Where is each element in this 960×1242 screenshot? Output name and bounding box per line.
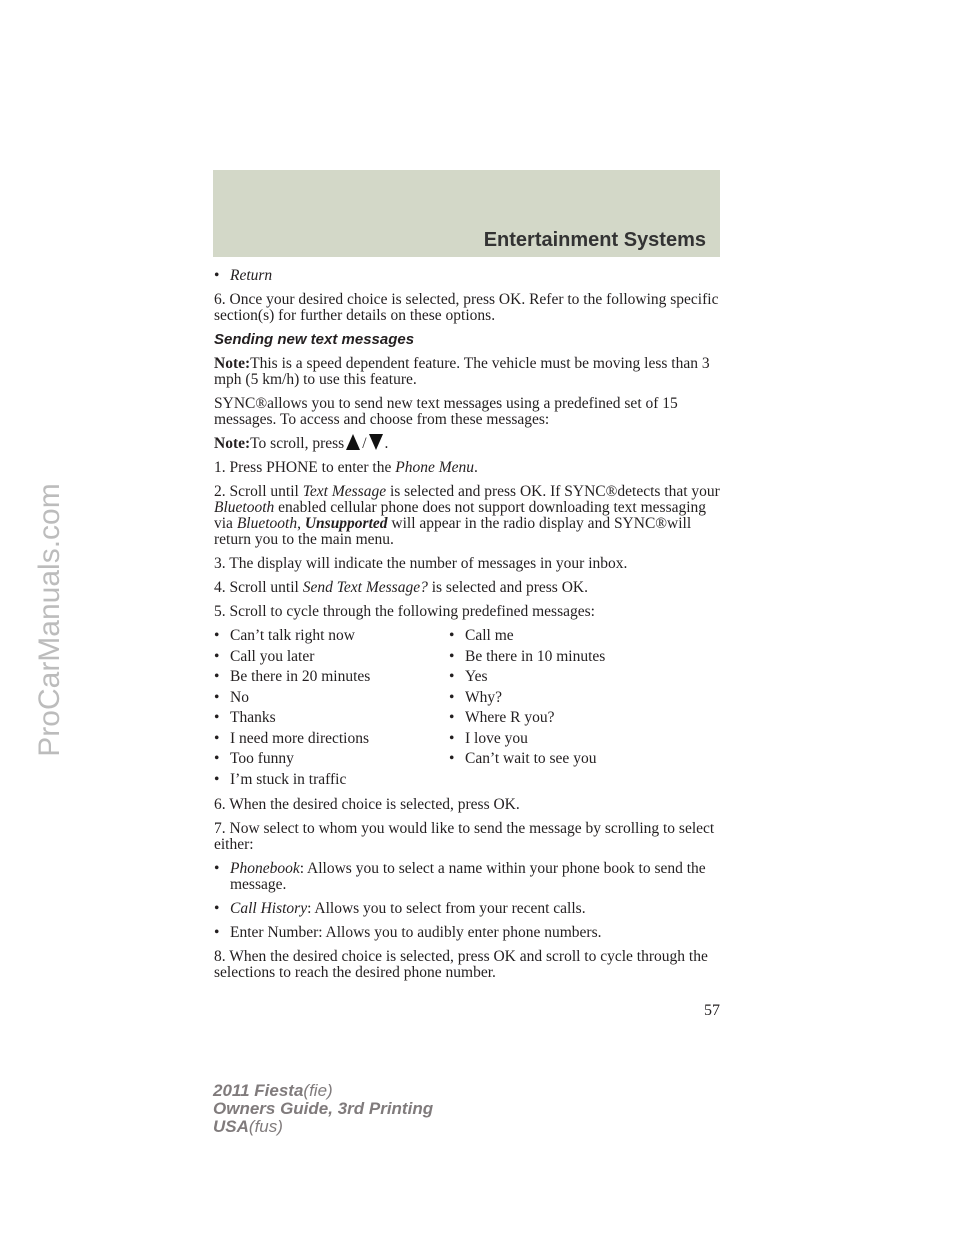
step-text: enabled cellular phone does not support downloading text messaging via [214,499,707,532]
bullet-dot: • [214,750,220,767]
option-desc: : Allows you to select a name within your phone book to send the message. [230,860,706,893]
footer-line-3 [213,1118,433,1136]
bullet-dot: • [214,647,220,665]
bullet-dot: • [449,729,455,747]
section-heading: Sending new text messages [214,331,415,348]
bullet-dot: • [214,900,220,917]
arrow-down-icon [369,434,383,450]
message-text: Why? [465,688,503,706]
bullet-dot: • [214,709,220,726]
list-item [214,731,449,747]
footer-model: 2011 Fiesta [213,1081,304,1100]
messages-right-column [449,628,684,792]
step-5: 5. Scroll to cycle through the following predefined messages: [214,603,595,620]
step-3: 3. The display will indicate the number of messages in your inbox. [214,555,628,572]
messages-left-column [214,628,449,792]
footer-model-code: (fie) [303,1081,333,1100]
arrow-up-icon [346,434,360,450]
list-item [214,690,449,706]
option-desc: : Allows you to select from your recent calls. [307,900,586,917]
bluetooth-label: Bluetooth [214,499,275,516]
note-label: Note: [214,355,251,372]
note-text: To scroll, press [250,435,345,452]
watermark: ProCarManuals.com [33,483,66,757]
step-text: 1. Press PHONE to enter the [214,459,392,476]
message-text: Where R you? [465,709,555,726]
message-text: I love you [465,729,528,747]
footer-market-code: (fus) [248,1117,283,1136]
message-text: Be there in 10 minutes [465,647,606,665]
bullet-dot: • [214,860,220,877]
list-item [449,649,684,665]
message-text: No [230,688,249,706]
send-text-message-label: Send Text Message? [302,579,428,596]
note-speed [214,356,724,388]
slash: / [362,435,367,452]
step-text: is selected and press OK. [431,579,588,596]
list-item [449,628,684,644]
note-scroll [214,436,724,452]
step-1 [214,460,724,476]
step-text: 4. Scroll until [214,579,299,596]
sync-brand: SYNC® [214,395,268,412]
message-text: Be there in 20 minutes [230,668,371,685]
sync-intro [214,396,724,428]
step-text: 2. Scroll until [214,483,299,500]
comma: , [297,515,301,532]
bullet-dot: • [449,627,455,644]
phone-menu-label: Phone Menu [395,459,475,476]
message-text: Call you later [230,647,315,665]
step-end: . [474,459,478,476]
note-label: Note: [214,435,251,452]
list-item [449,710,684,726]
step-7: 7. Now select to whom you would like to send the message by scrolling to select either: [214,820,715,853]
list-item [214,268,724,284]
option-name: Phonebook [230,860,300,877]
message-text: Yes [465,668,488,685]
list-item [214,751,449,767]
message-text: Call me [465,627,514,644]
message-text: I need more directions [230,729,370,747]
list-item [214,669,449,685]
option-name: Call History [230,900,308,917]
footer-market: USA [213,1117,249,1136]
bullet-dot: • [449,709,455,726]
footer [213,1082,433,1136]
bullet-dot: • [214,729,220,747]
message-text: Can’t wait to see you [465,750,597,767]
sync-intro-text: allows you to send new text messages using a predefined set of 15 messages. To access and choose from these messages: [214,395,678,428]
step-4 [214,580,724,596]
message-text: I’m stuck in traffic [230,770,347,788]
section-header-band [213,170,720,257]
bullet-dot: • [214,770,220,788]
bullet-dot: • [214,267,220,284]
return-option: Return [230,267,273,284]
step-8: 8. When the desired choice is selected, press OK and scroll to cycle through the selections to reach the desired phone number. [214,948,708,981]
list-item [449,690,684,706]
step-6: 6. When the desired choice is selected, press OK. [214,796,520,813]
message-text: Can’t talk right now [230,627,355,644]
list-item [214,901,724,917]
step-2 [214,484,724,548]
list-item [449,751,684,767]
bullet-dot: • [214,688,220,706]
bullet-dot: • [214,924,220,941]
bullet-dot: • [449,688,455,706]
list-item [214,649,449,665]
list-item [214,925,724,941]
bullet-dot: • [449,647,455,665]
bullet-dot: • [449,668,455,685]
note-end: . [384,435,389,452]
note-text: This is a speed dependent feature. The vehicle must be moving less than 3 mph (5 km/h) to use this feature. [214,355,710,388]
footer-line-2: Owners Guide, 3rd Printing [213,1099,434,1118]
text-message-label: Text Message [302,483,387,500]
bullet-dot: • [214,627,220,644]
footer-line-1 [213,1082,433,1100]
option-desc: Enter Number: Allows you to audibly enter phone numbers. [230,924,602,941]
message-text: Too funny [230,750,294,767]
list-item [449,669,684,685]
step-text: will appear in the radio display and SYNC®will return you to the main menu. [214,515,692,548]
bullet-dot: • [449,750,455,767]
bluetooth-label: Bluetooth [236,515,298,532]
list-item [214,772,449,788]
bullet-dot: • [214,668,220,685]
list-item [214,710,449,726]
list-item [214,861,724,893]
message-text: Thanks [230,709,276,726]
unsupported-label: Unsupported [304,515,388,532]
list-item [449,731,684,747]
step-text: is selected and press OK. If SYNC®detects that your [389,483,720,500]
page-number: 57 [704,1002,720,1019]
page-content [214,268,724,989]
predefined-messages [214,628,724,792]
step-6-intro: 6. Once your desired choice is selected, press OK. Refer to the following specific section(s) for further details on these options. [214,291,719,324]
section-title: Entertainment Systems [483,229,706,251]
list-item [214,628,449,644]
